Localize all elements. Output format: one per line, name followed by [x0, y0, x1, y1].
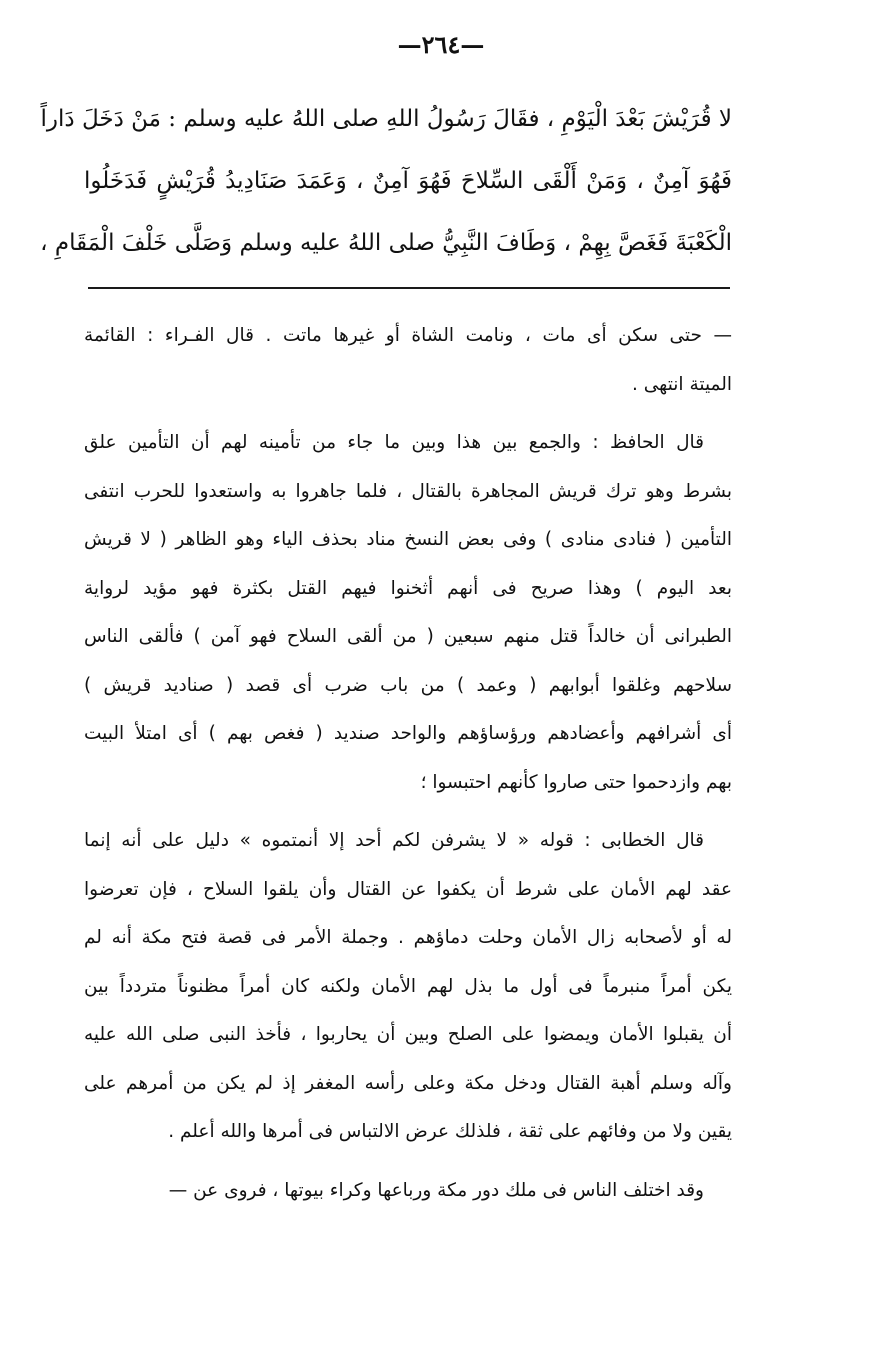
commentary-block	[84, 312, 732, 1215]
commentary-line: سلاحهم وغلقوا أبوابهم ( وعمد ) من باب ضرب أى قصد ( صناديد قريش )	[84, 674, 732, 696]
commentary-line: الميتة انتهى .	[631, 373, 732, 395]
commentary-line: يكن أمراً منبرماً فى أول ما بذل لهم الأمان ولكنه كان أمراً مظنوناً متردداً بين	[84, 975, 732, 997]
commentary-line: أى أشرافهم وأعضادهم ورؤساؤهم والواحد صنديد ( فغص بهم ) أى امتلأ البيت	[84, 723, 732, 744]
commentary-line: وقد اختلف الناس فى ملك دور مكة ورباعها وكراء بيوتها ، فروى عن —	[168, 1179, 704, 1201]
commentary-line: بهم وازدحموا حتى صاروا كأنهم احتبسوا ؛	[420, 771, 732, 793]
main-text-line: الْكَعْبَةَ فَغَصَّ بِهِمْ ، وَطَافَ النَّبِيُّ صلى اللهُ عليه وسلم وَصَلَّى خَلْفَ الْمَقَامِ ،	[40, 230, 732, 256]
commentary-line: له أو لأصحابه زال الأمان وحلت دماؤهم . وجملة الأمر فى قصة فتح مكة أنه لم	[84, 927, 732, 948]
commentary-line: يقين ولا من وفائهم على ثقة ، فلذلك عرض الالتباس فى أمرها والله أعلم .	[168, 1121, 732, 1142]
commentary-paragraph	[84, 1167, 732, 1216]
footnote-divider	[88, 287, 730, 289]
main-text-block	[40, 88, 732, 274]
commentary-paragraph	[84, 817, 732, 1157]
page-number: —٢٦٤—	[397, 30, 485, 59]
commentary-line: أن يقبلوا الأمان ويمضوا على الصلح وبين أن يحاربوا ، فأخذ النبى صلى الله عليه	[84, 1024, 732, 1045]
commentary-paragraph	[84, 312, 732, 409]
commentary-line: — حتى سكن أى مات ، ونامت الشاة أو غيرها ماتت . قال الفـراء : القائمة	[84, 325, 732, 346]
commentary-line: عقد لهم الأمان على شرط أن يكفوا عن القتال وأن يلقوا السلاح ، فإن تعرضوا	[84, 878, 732, 900]
commentary-line: قال الحافظ : والجمع بين هذا وبين ما جاء من تأمينه لهم أن التأمين علق	[84, 432, 704, 453]
main-text-line: فَهُوَ آمِنٌ ، وَمَنْ أَلْقَى السِّلاحَ فَهُوَ آمِنٌ ، وَعَمَدَ صَنَادِيدُ قُرَيْشٍ فَدَخَلُوا	[84, 168, 732, 194]
main-text-line: لا قُرَيْشَ بَعْدَ الْيَوْمِ ، فقَالَ رَسُولُ اللهِ صلى اللهُ عليه وسلم : مَنْ دَخَلَ دَاراً	[40, 106, 732, 132]
commentary-paragraph	[84, 419, 732, 807]
commentary-line: بعد اليوم ) وهذا صريح فى أنهم أثخنوا فيهم القتل بكثرة فهو مؤيد لرواية	[84, 577, 732, 599]
commentary-line: وآله وسلم أهبة القتال ودخل مكة وعلى رأسه المغفر إذ لم يكن من أمرهم على	[84, 1072, 732, 1094]
commentary-line: التأمين ( فنادى منادى ) وفى بعض النسخ مناد بحذف الياء وهو الظاهر ( لا قريش	[84, 529, 732, 550]
commentary-line: قال الخطابى : قوله « لا يشرفن لكم أحد إلا أنمتموه » دليل على أنه إنما	[84, 830, 704, 851]
commentary-line: الطبرانى أن خالداً قتل منهم سبعين ( من ألقى السلاح فهو آمن ) فألقى الناس	[84, 626, 732, 647]
commentary-line: بشرط وهو ترك قريش المجاهرة بالقتال ، فلما جاهروا به واستعدوا للحرب انتفى	[84, 480, 732, 502]
